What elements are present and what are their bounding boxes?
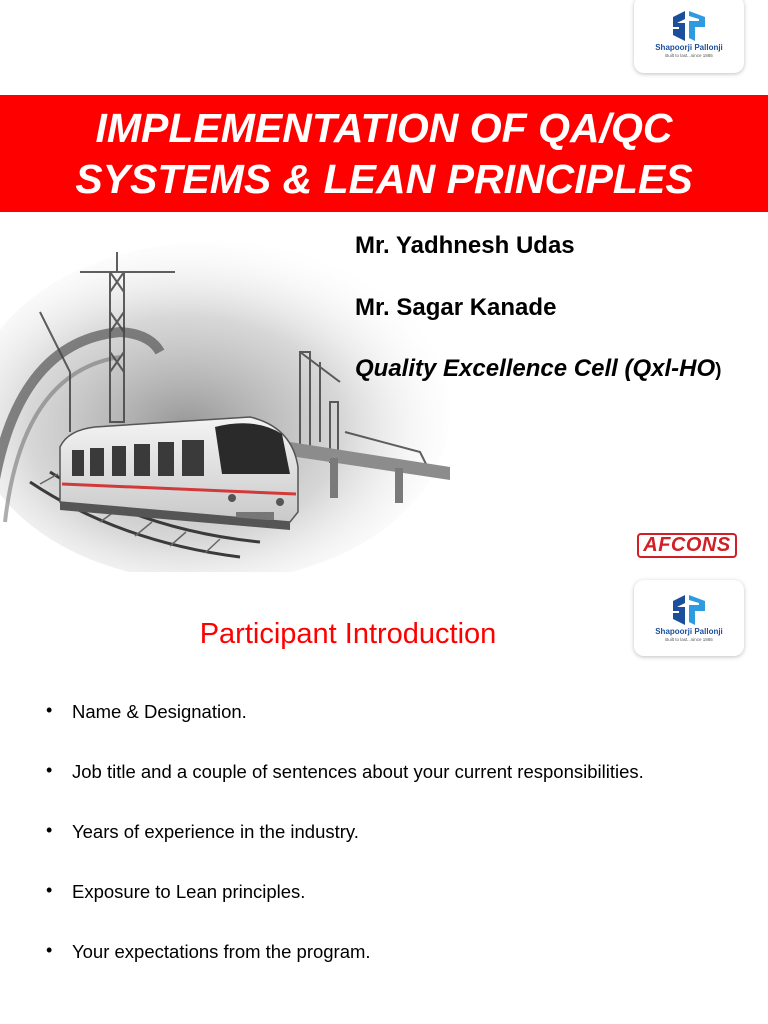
bullet-text: Years of experience in the industry. (72, 821, 359, 842)
afcons-logo: AFCONS (637, 533, 737, 558)
sp-logo-name: Shapoorji Pallonji (655, 43, 723, 52)
list-item (46, 700, 644, 760)
participant-introduction-slide (0, 576, 768, 1024)
sp-logo-tagline: Built to last...since 1865 (665, 636, 713, 642)
department-label (355, 355, 721, 383)
presenter-name-2: Mr. Sagar Kanade (355, 294, 557, 321)
bullet-text: Your expectations from the program. (72, 941, 371, 962)
presenter-name-1: Mr. Yadhnesh Udas (355, 232, 575, 259)
title-banner (0, 95, 768, 212)
bullet-icon: • (46, 940, 53, 960)
title-line-2: SYSTEMS & LEAN PRINCIPLES (75, 155, 693, 202)
title-line-1: IMPLEMENTATION OF QA/QC (95, 104, 673, 151)
slide-heading: Participant Introduction (199, 618, 497, 650)
bullet-text: Job title and a couple of sentences about your current responsibilities. (72, 761, 644, 782)
metro-train-illustration (0, 212, 460, 572)
sp-logo-icon (669, 11, 709, 41)
list-item (46, 940, 644, 1000)
bullet-text: Name & Designation. (72, 701, 247, 722)
sp-logo-name: Shapoorji Pallonji (655, 626, 723, 636)
department-close-paren: ) (715, 360, 722, 381)
bullet-icon: • (46, 820, 53, 840)
bullet-icon: • (46, 700, 53, 720)
sp-logo-tagline: Built to last...since 1865 (665, 53, 713, 58)
shapoorji-pallonji-logo (634, 0, 744, 73)
department-name: Quality Excellence Cell (Qxl-HO (355, 355, 716, 382)
list-item (46, 760, 644, 820)
list-item (46, 820, 644, 880)
bullet-text: Exposure to Lean principles. (72, 881, 306, 902)
list-item (46, 880, 644, 940)
bullet-icon: • (46, 760, 53, 780)
bullet-list (46, 700, 644, 1000)
bullet-icon: • (46, 880, 53, 900)
